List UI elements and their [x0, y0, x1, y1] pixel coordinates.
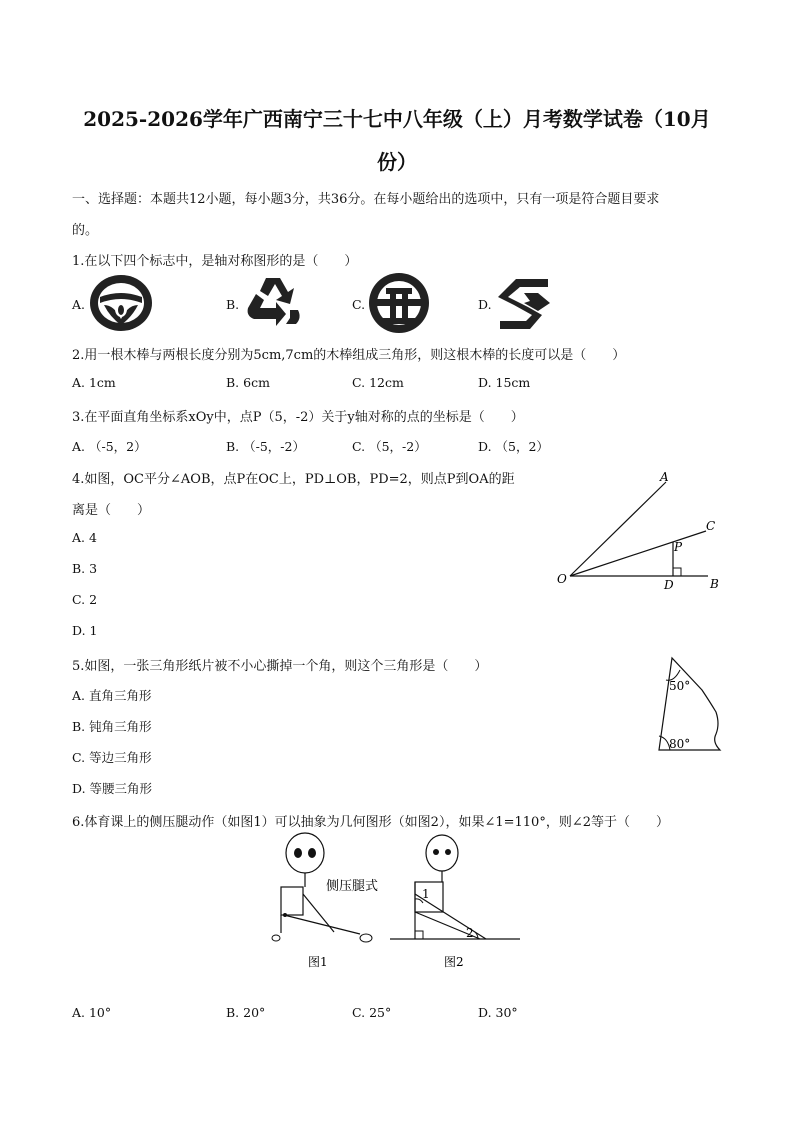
q1-option-d-label: D. — [478, 297, 492, 312]
q5-option-c: C. 等边三角形 — [72, 750, 152, 765]
q6-option-b: B. 20° — [226, 1005, 266, 1020]
wheat-logo-icon — [88, 273, 154, 333]
q1-option-a-label: A. — [72, 297, 86, 312]
q4-option-d: D. 1 — [72, 623, 98, 638]
railway-logo-icon — [366, 272, 432, 334]
ray-oc — [570, 531, 706, 576]
q6-option-c: C. 25° — [352, 1005, 392, 1020]
q6-option-d: D. 30° — [478, 1005, 518, 1020]
question-1-stem: 1.在以下四个标志中，是轴对称图形的是（ ） — [72, 254, 358, 269]
question-2-stem: 2.用一根木棒与两根长度分别为5cm,7cm的木棒组成三角形，则这根木棒的长度可以是（ ） — [72, 348, 626, 363]
question-4-stem-line1: 4.如图，OC平分∠AOB，点P在OC上，PD⊥OB，PD=2，则点P到OA的距 — [72, 472, 515, 487]
q3-option-c: C. （5，-2） — [352, 439, 427, 454]
question-6-stem: 6.体育课上的侧压腿动作（如图1）可以抽象为几何图形（如图2），如果∠1=110°，则∠2等于（ ） — [72, 815, 669, 830]
section-instructions-line1: 一、选择题：本题共12小题，每小题3分，共36分。在每小题给出的选项中，只有一项是符合题目要求 — [72, 192, 660, 207]
q4-angle-bisector-figure — [550, 465, 730, 595]
q6-option-a: A. 10° — [72, 1005, 112, 1020]
question-5-stem: 5.如图，一张三角形纸片被不小心撕掉一个角，则这个三角形是（ ） — [72, 659, 488, 674]
right-angle-mark — [673, 568, 681, 576]
q2-option-c: C. 12cm — [352, 375, 404, 390]
q3-option-b: B. （-5，-2） — [226, 439, 305, 454]
q1-option-c-label: C. — [352, 297, 366, 312]
label-p: P — [674, 540, 683, 554]
angle-label-50: 50° — [669, 679, 691, 693]
recycle-logo-icon — [240, 272, 306, 334]
q4-option-c: C. 2 — [72, 592, 98, 607]
q1-option-b-label: B. — [226, 297, 240, 312]
pose-label: 侧压腿式 — [326, 879, 379, 894]
q5-option-d: D. 等腰三角形 — [72, 781, 153, 796]
q2-option-d: D. 15cm — [478, 375, 531, 390]
question-3-stem: 3.在平面直角坐标系xOy中，点P（5，-2）关于y轴对称的点的坐标是（ ） — [72, 410, 524, 425]
q5-option-a: A. 直角三角形 — [72, 688, 152, 703]
q5-option-b: B. 钝角三角形 — [72, 719, 152, 734]
exam-title-line2: 份） — [377, 150, 417, 174]
label-b: B — [710, 577, 719, 591]
angle-label-80: 80° — [669, 737, 691, 751]
exam-title-line1: 2025-2026学年广西南宁三十七中八年级（上）月考数学试卷（10月 — [83, 107, 711, 131]
q4-option-b: B. 3 — [72, 561, 98, 576]
section-instructions-line2: 的。 — [72, 223, 99, 238]
stock-exchange-logo-icon — [494, 275, 558, 333]
q3-option-d: D. （5，2） — [478, 439, 549, 454]
question-4-stem-line2: 离是（ ） — [72, 503, 151, 518]
q6-leg-stretch-figures — [262, 832, 532, 972]
figure-2-caption: 图2 — [444, 955, 464, 969]
label-o: O — [557, 572, 567, 586]
label-d: D — [664, 578, 674, 592]
q2-option-a: A. 1cm — [72, 375, 116, 390]
q4-option-a: A. 4 — [72, 530, 97, 545]
label-a: A — [660, 470, 669, 484]
angle-1-label: 1 — [422, 887, 430, 901]
q5-torn-triangle-figure — [650, 650, 730, 760]
figure-1-caption: 图1 — [308, 955, 328, 969]
ray-oa — [570, 482, 666, 576]
angle-2-label: 2 — [466, 926, 474, 940]
label-c: C — [706, 519, 716, 533]
q2-option-b: B. 6cm — [226, 375, 270, 390]
q3-option-a: A. （-5，2） — [72, 439, 147, 454]
